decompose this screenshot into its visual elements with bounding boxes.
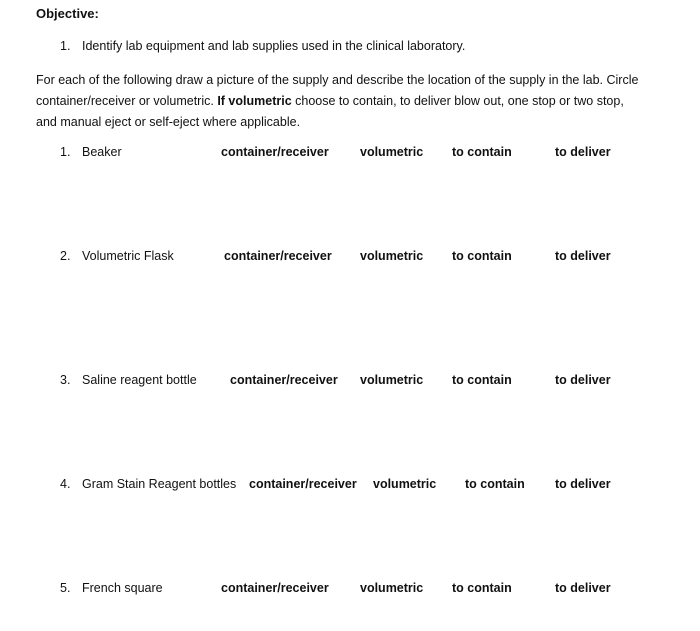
option-to-deliver[interactable]: to deliver <box>555 249 611 263</box>
item-number: 1. <box>60 145 71 159</box>
option-to-contain[interactable]: to contain <box>452 145 512 159</box>
objective-heading: Objective: <box>36 6 99 21</box>
item-number: 5. <box>60 581 71 595</box>
option-to-deliver[interactable]: to deliver <box>555 373 611 387</box>
option-container-receiver[interactable]: container/receiver <box>221 581 329 595</box>
option-to-contain[interactable]: to contain <box>452 373 512 387</box>
objective-text: Identify lab equipment and lab supplies used in the clinical laboratory. <box>82 39 466 53</box>
option-volumetric[interactable]: volumetric <box>373 477 437 491</box>
item-number: 3. <box>60 373 71 387</box>
option-container-receiver[interactable]: container/receiver <box>221 145 329 159</box>
instructions-paragraph <box>36 70 646 133</box>
item-row-volumetric-flask <box>0 249 700 267</box>
option-container-receiver[interactable]: container/receiver <box>224 249 332 263</box>
option-to-contain[interactable]: to contain <box>465 477 525 491</box>
instructions-text-2: choose to contain, to deliver blow out, one stop or two stop, and manual eject or self-eject where applicable. <box>36 94 624 129</box>
item-row-gram-stain-reagent-bottles <box>0 477 700 495</box>
item-row-beaker <box>0 145 700 163</box>
instructions-bold: If volumetric <box>217 94 292 108</box>
option-to-contain[interactable]: to contain <box>452 581 512 595</box>
option-container-receiver[interactable]: container/receiver <box>249 477 357 491</box>
item-number: 2. <box>60 249 71 263</box>
instructions-text-1: For each of the following draw a picture of the supply and describe the location of the supply in the lab. Circle container/receiver or volumetric. <box>36 73 639 108</box>
item-row-saline-reagent-bottle <box>0 373 700 391</box>
item-name: Beaker <box>82 145 122 159</box>
option-to-deliver[interactable]: to deliver <box>555 145 611 159</box>
item-name: French square <box>82 581 163 595</box>
item-name: Gram Stain Reagent bottles <box>82 477 237 491</box>
option-to-contain[interactable]: to contain <box>452 249 512 263</box>
option-volumetric[interactable]: volumetric <box>360 373 424 387</box>
option-volumetric[interactable]: volumetric <box>360 145 424 159</box>
objective-number: 1. <box>60 39 71 53</box>
option-volumetric[interactable]: volumetric <box>360 249 424 263</box>
option-container-receiver[interactable]: container/receiver <box>230 373 338 387</box>
item-row-french-square <box>0 581 700 599</box>
item-number: 4. <box>60 477 71 491</box>
option-to-deliver[interactable]: to deliver <box>555 477 611 491</box>
item-name: Saline reagent bottle <box>82 373 197 387</box>
option-volumetric[interactable]: volumetric <box>360 581 424 595</box>
option-to-deliver[interactable]: to deliver <box>555 581 611 595</box>
item-name: Volumetric Flask <box>82 249 174 263</box>
